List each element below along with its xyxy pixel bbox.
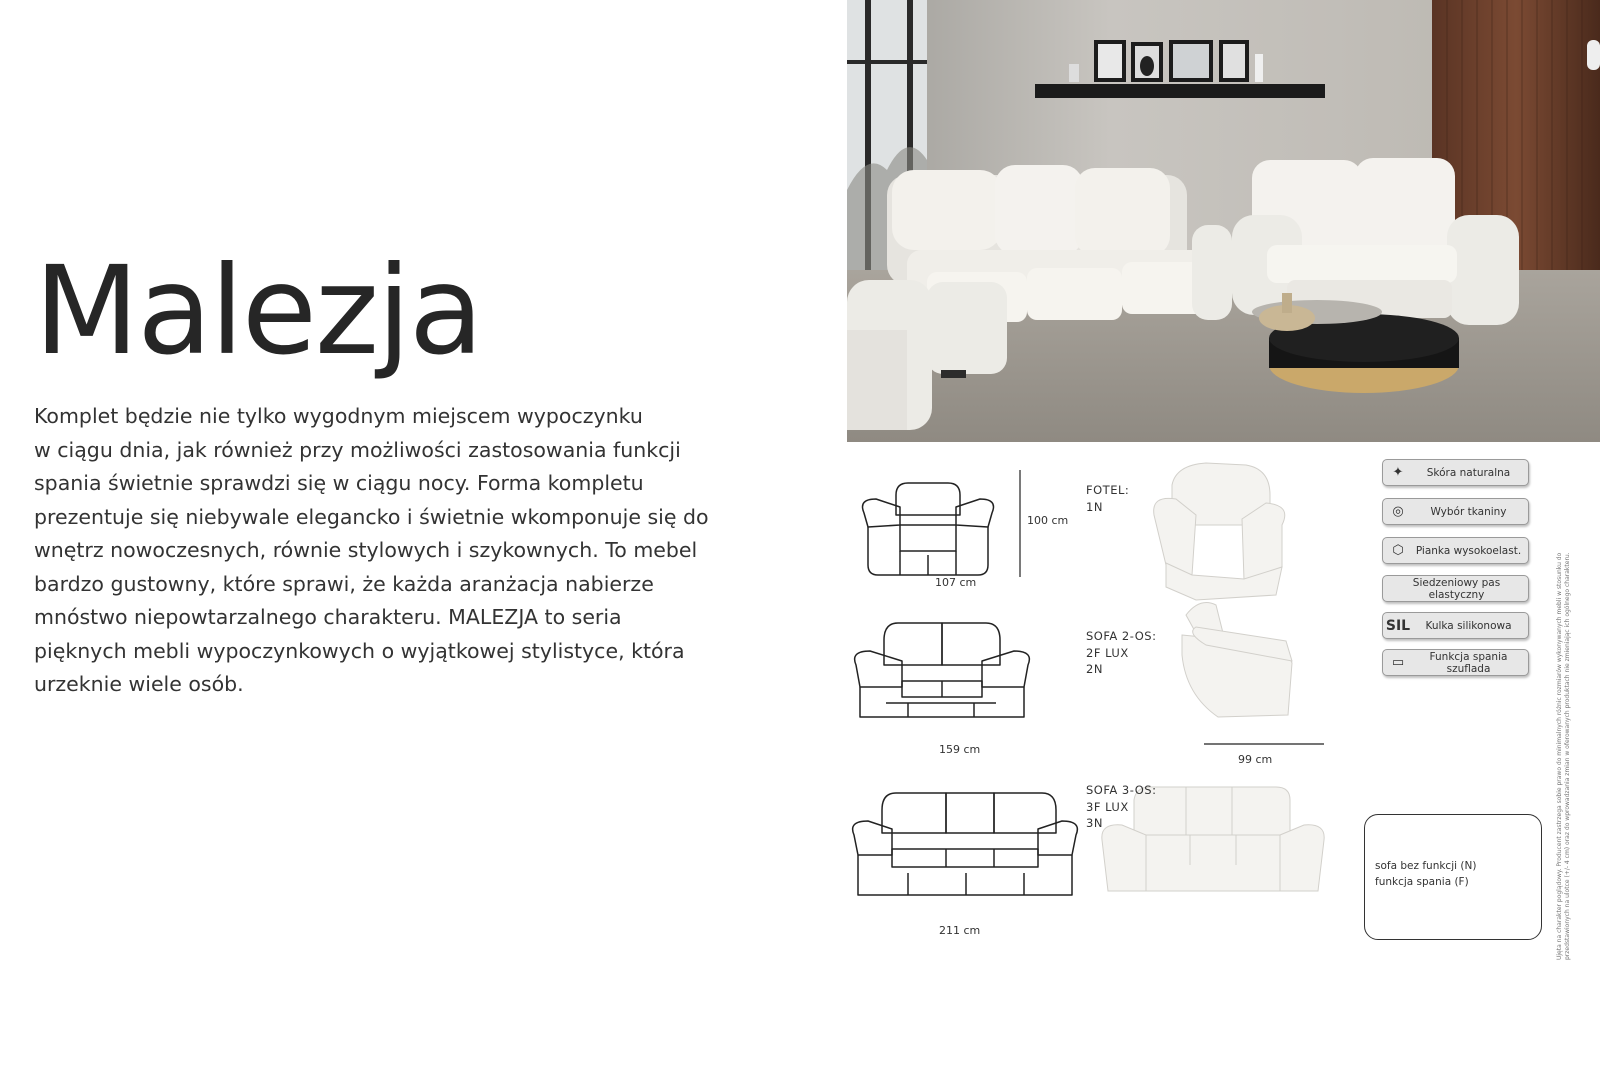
feature-label: Pianka wysokoelast. [1415, 544, 1522, 557]
description-line: mnóstwo niepowtarzalnego charakteru. MALEZJA to seria [34, 605, 622, 629]
description-line: urzeknie wiele osób. [34, 672, 244, 696]
feature-label: Siedzeniowy pas elastyczny [1412, 576, 1501, 601]
armchair-codes [1086, 482, 1129, 515]
disclaimer-line: przedstawionych na ulotce (+/- 4 cm) oraz do wprowadzania zmian w oferowanych produktach nie zmieniając ich ogólnego charakteru. [1564, 552, 1571, 960]
technical-drawings [846, 455, 1346, 945]
two-seat-codes [1086, 628, 1156, 678]
armchair-photo [1154, 463, 1285, 600]
legend-sleep-function: funkcja spania (F) [1375, 876, 1469, 888]
function-legend [1364, 814, 1542, 940]
feature-badge-foam [1382, 537, 1529, 564]
armchair-line-drawing [863, 483, 994, 575]
description-line: w ciągu dnia, jak również przy możliwości zastosowania funkcji [34, 437, 681, 462]
two-seat-depth: 99 cm [1238, 753, 1273, 766]
living-room-photo-illustration [847, 0, 1600, 442]
armchair-name: FOTEL: [1086, 483, 1130, 497]
disclaimer [1556, 460, 1572, 960]
sleeping-drawer-icon: ▭ [1391, 655, 1405, 670]
description-line: bardzo gustowny, które sprawi, że każda aranżacja nabierze [34, 571, 654, 596]
feature-label: Skóra naturalna [1426, 466, 1511, 479]
armchair-width: 107 cm [935, 576, 977, 589]
description-line: prezentuje się niebywale elegancko i świetnie wkomponuje się do [34, 504, 709, 529]
feature-label: Funkcja spania szuflada [1429, 650, 1508, 675]
three-seat-sofa-line-drawing [853, 793, 1078, 895]
feature-badge-silicone [1382, 612, 1529, 639]
two-seat-sofa-line-drawing [855, 623, 1030, 717]
description-line: Komplet będzie nie tylko wygodnym miejscem wypoczynku [34, 404, 643, 428]
feature-badge-elastic-belt [1382, 575, 1529, 602]
product-description [34, 400, 754, 702]
three-seat-name: SOFA 3-OS: [1086, 783, 1157, 797]
three-seat-width: 211 cm [939, 924, 981, 937]
leather-hide-icon: ✦ [1392, 465, 1404, 480]
foam-block-icon: ⬡ [1392, 543, 1404, 558]
silicone-ball-icon: SIL [1385, 617, 1411, 634]
product-title: Malezja [34, 240, 482, 382]
two-seat-name: SOFA 2-OS: [1086, 629, 1157, 643]
description-line: spania świetnie sprawdzi się w ciągu nocy. Forma kompletu [34, 471, 644, 495]
armchair-code: 1N [1086, 499, 1103, 514]
three-seat-codes [1086, 782, 1156, 832]
living-room-photo [847, 0, 1600, 442]
description-line: pięknych mebli wypoczynkowych o wyjątkowej stylistyce, która [34, 638, 685, 663]
three-seat-code: 3N [1086, 816, 1103, 830]
feature-badge-fabric [1382, 498, 1529, 525]
three-seat-code: 3F LUX [1086, 799, 1129, 814]
armchair-height: 100 cm [1027, 514, 1069, 527]
description-line: wnętrz nowoczesnych, równie stylowych i szykownych. To mebel [34, 538, 698, 562]
feature-badge-leather [1382, 459, 1529, 486]
feature-label: Wybór tkaniny [1430, 505, 1507, 518]
two-seat-code: 2N [1086, 662, 1103, 676]
two-seat-code: 2F LUX [1086, 645, 1129, 660]
disclaimer-line: Ujęta na charakter poglądowy. Producent zastrzega sobie prawo do minimalnych różnic rozmiarów wykonywanych mebli w stosunku do [1556, 552, 1563, 960]
feature-badge-sleeping-drawer [1382, 649, 1529, 676]
fabric-roll-icon: ◎ [1392, 504, 1404, 519]
sofa-side-photo [1182, 603, 1292, 717]
two-seat-width: 159 cm [939, 743, 981, 756]
legend-no-function: sofa bez funkcji (N) [1375, 860, 1477, 872]
feature-label: Kulka silikonowa [1425, 619, 1512, 632]
